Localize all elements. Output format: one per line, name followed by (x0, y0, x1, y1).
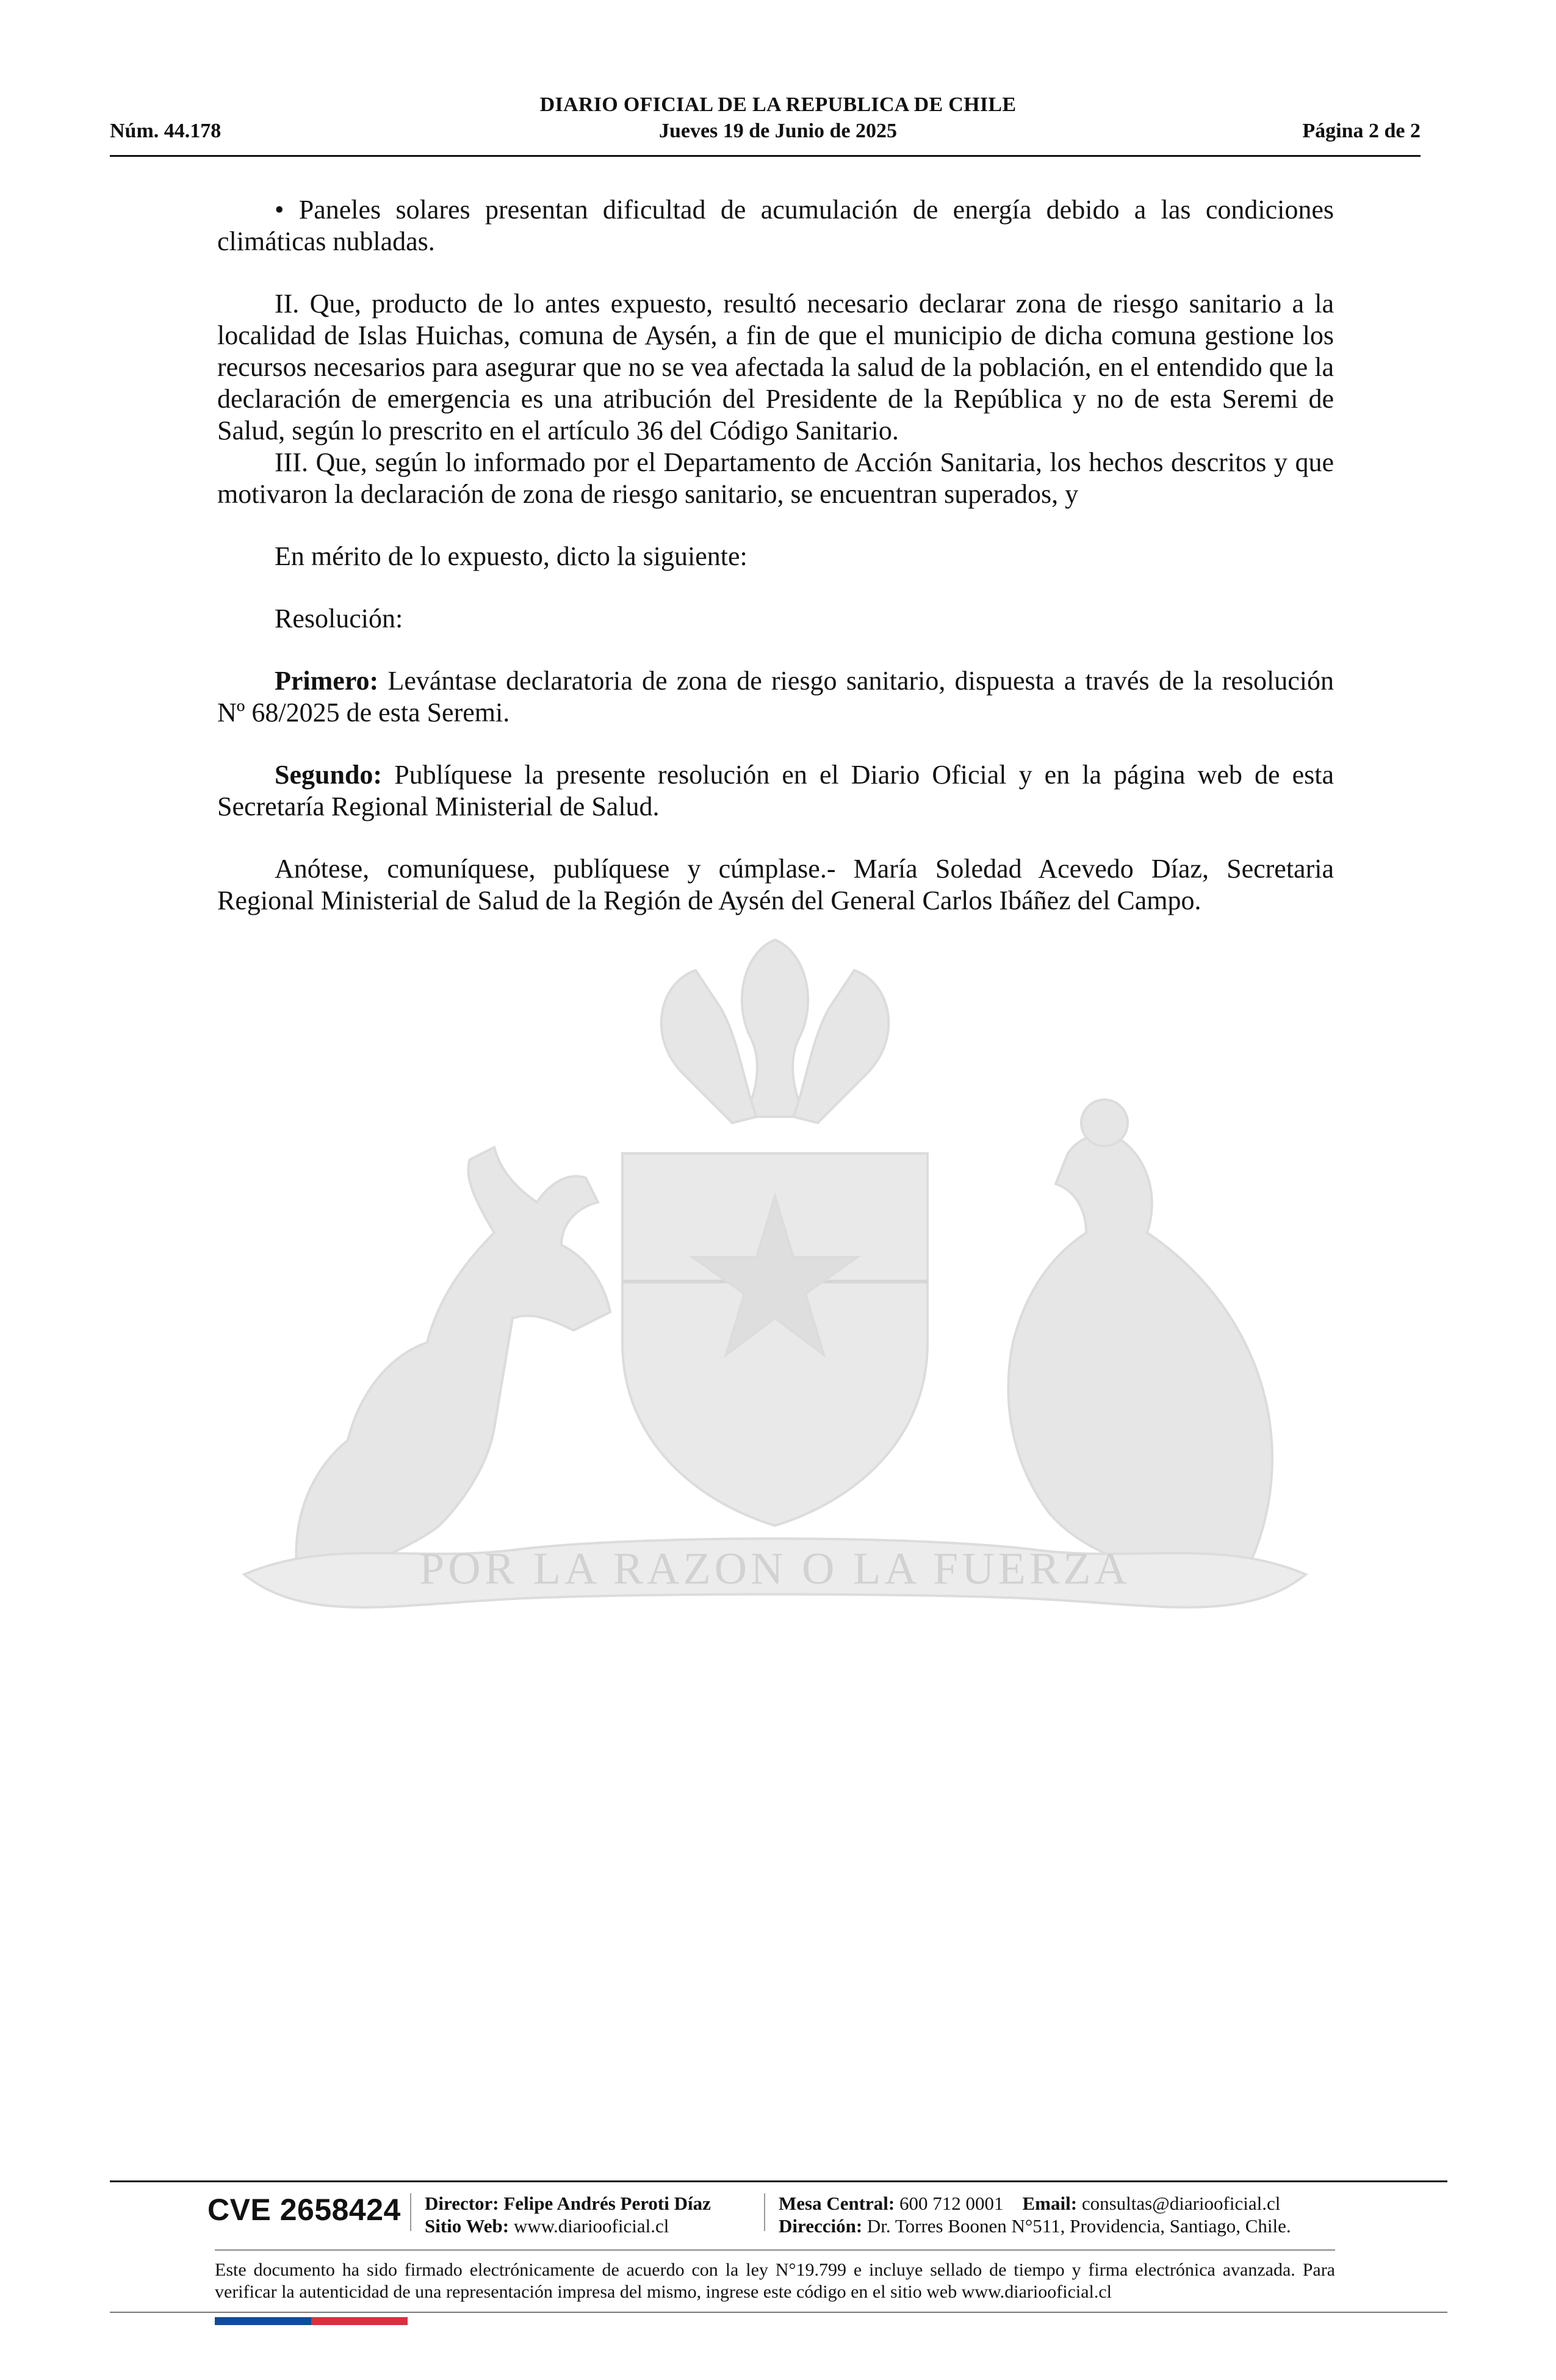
cve-code: CVE 2658424 (207, 2193, 401, 2227)
considerando-iii: III. Que, según lo informado por el Departamento de Acción Sanitaria, los hechos descritos y que motivaron la declaración de zona de riesgo sanitario, se encuentran superados, y (217, 447, 1334, 509)
plume-center (742, 940, 808, 1117)
article-segundo (217, 759, 1334, 823)
phone-label: Mesa Central: (779, 2193, 895, 2214)
footer-separator (764, 2193, 765, 2231)
considerando-ii: II. Que, producto de lo antes expuesto, resultó necesario declarar zona de riesgo sanitario a la localidad de Islas Huichas, comuna de Aysén, a fin de que el municipio de dicha comuna gestione los recursos necesarios para asegurar que no se vea afectada la salud de la población, en el entendido que la declaración de emergencia es una atribución del Presidente de la República y no de esta Seremi de Salud, según lo prescrito en el artículo 36 del Código Sanitario. (217, 289, 1334, 445)
address-value: Dr. Torres Boonen N°511, Providencia, Santiago, Chile. (866, 2215, 1291, 2237)
footer-divider-top (110, 2180, 1447, 2182)
huemul (296, 1147, 610, 1593)
footer-divider-middle (215, 2249, 1335, 2251)
footer-director-block (425, 2192, 711, 2237)
flag-stripe-red (311, 2317, 408, 2325)
article-primero (217, 665, 1334, 729)
header-divider (110, 155, 1421, 157)
merit-statement: En mérito de lo expuesto, dicto la siguiente: (275, 541, 747, 571)
director-label: Director: (425, 2193, 499, 2214)
email-link[interactable]: consultas@diariooficial.cl (1081, 2193, 1281, 2214)
director-name: Felipe Andrés Peroti Díaz (503, 2193, 711, 2214)
footer-separator (410, 2193, 411, 2231)
coat-of-arms-watermark (207, 915, 1342, 1678)
condor (1009, 1135, 1273, 1576)
resolution-heading: Resolución: (275, 604, 403, 633)
primero-text: Levántase declaratoria de zona de riesgo sanitario, dispuesta a través de la resolución Nº 68/2025 de esta Seremi. (217, 666, 1334, 727)
issue-number: Núm. 44.178 (110, 120, 222, 142)
closing-signature: Anótese, comuníquese, publíquese y cúmplase.- María Soledad Acevedo Díaz, Secretaria Regional Ministerial de Salud de la Región de Aysén del General Carlos Ibáñez del Campo. (217, 854, 1334, 915)
bullet-paragraph: • Paneles solares presentan dificultad de acumulación de energía debido a las condiciones climáticas nubladas. (217, 195, 1334, 256)
email-label: Email: (1022, 2193, 1078, 2214)
footer-divider-bottom (110, 2312, 1447, 2313)
flag-stripe-blue (215, 2317, 311, 2325)
address-label: Dirección: (779, 2215, 863, 2237)
page-indicator: Página 2 de 2 (1302, 120, 1421, 142)
website-link[interactable]: www.diariooficial.cl (513, 2215, 669, 2237)
resolution-body (217, 194, 1334, 917)
footer-contact-block (779, 2192, 1291, 2237)
phone-value: 600 712 0001 (899, 2193, 1004, 2214)
segundo-text: Publíquese la presente resolución en el Diario Oficial y en la página web de esta Secretaría Regional Ministerial de Salud. (217, 760, 1334, 821)
condor-crown (1081, 1100, 1128, 1146)
primero-label: Primero: (275, 666, 379, 696)
legal-notice: Este documento ha sido firmado electrónicamente de acuerdo con la ley N°19.799 e incluye sellado de tiempo y firma electrónica avanzada. Para verificar la autenticidad de una representación impresa del mismo, ingrese este código en el sitio web www.diariooficial.cl (215, 2260, 1335, 2302)
segundo-label: Segundo: (275, 760, 383, 790)
motto-text: POR LA RAZON O LA FUERZA (419, 1544, 1131, 1594)
newspaper-title: DIARIO OFICIAL DE LA REPUBLICA DE CHILE (539, 93, 1017, 116)
issue-date: Jueves 19 de Junio de 2025 (658, 120, 898, 142)
website-label: Sitio Web: (425, 2215, 510, 2237)
